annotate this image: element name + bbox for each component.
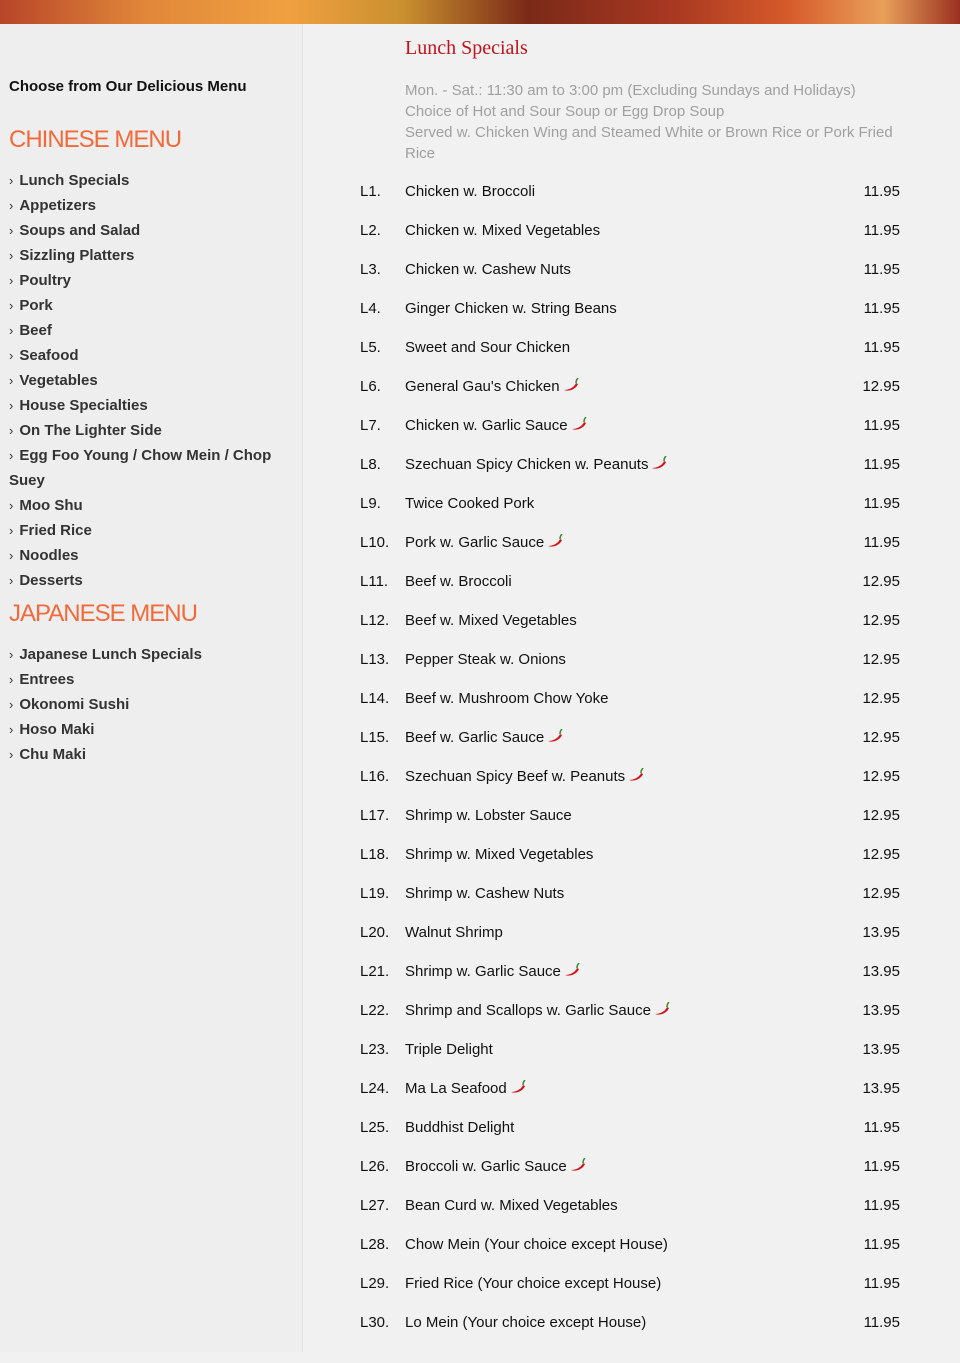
sidebar-item-label: Chu Maki [19, 746, 87, 763]
chevron-right-icon: › [9, 348, 14, 363]
item-number: L17. [360, 807, 390, 824]
japanese-menu-nav [9, 642, 294, 767]
item-number: L5. [360, 339, 381, 356]
sidebar-item-label: Vegetables [19, 372, 98, 389]
item-name-text: Twice Cooked Pork [405, 495, 535, 512]
lunch-info [405, 80, 905, 164]
item-name [405, 1314, 646, 1331]
item-price: 12.95 [862, 729, 900, 746]
chevron-right-icon: › [9, 697, 14, 712]
item-price: 11.95 [863, 1314, 900, 1331]
item-number: L26. [360, 1158, 390, 1175]
item-price: 12.95 [862, 651, 900, 668]
item-number: L22. [360, 1002, 390, 1019]
item-price: 12.95 [862, 378, 900, 395]
menu-item-row [360, 534, 900, 554]
item-price: 11.95 [863, 534, 900, 551]
item-number: L9. [360, 495, 381, 512]
item-number: L20. [360, 924, 390, 941]
sidebar-item[interactable] [9, 318, 294, 343]
item-name-text: General Gau's Chicken [405, 378, 560, 395]
item-name [405, 768, 644, 785]
item-number: L19. [360, 885, 390, 902]
item-number: L18. [360, 846, 390, 863]
item-name-text: Beef w. Mixed Vegetables [405, 612, 577, 629]
item-price: 11.95 [863, 183, 900, 200]
item-name-text: Pork w. Garlic Sauce [405, 534, 545, 551]
soup-text: Choice of Hot and Sour Soup or Egg Drop Soup [405, 103, 725, 120]
sidebar-item-label: Fried Rice [19, 522, 92, 539]
sidebar-item[interactable] [9, 293, 294, 318]
served-with-text: Served w. Chicken Wing and Steamed White or Brown Rice or Pork Fried Rice [405, 124, 893, 162]
item-name-text: Buddhist Delight [405, 1119, 515, 1136]
sidebar-item-label: Moo Shu [19, 497, 83, 514]
chevron-right-icon: › [9, 423, 14, 438]
menu-item-row [360, 612, 900, 632]
menu-item-row [360, 417, 900, 437]
item-name [405, 885, 564, 902]
chevron-right-icon: › [9, 273, 14, 288]
item-name-text: Fried Rice (Your choice except House) [405, 1275, 662, 1292]
menu-item-row [360, 1275, 900, 1295]
item-name-text: Beef w. Broccoli [405, 573, 512, 590]
japanese-menu-title: JAPANESE MENU [9, 600, 197, 627]
chevron-right-icon: › [9, 223, 14, 238]
menu-item-row [360, 378, 900, 398]
item-name [405, 612, 577, 629]
item-name-text: Shrimp w. Lobster Sauce [405, 807, 572, 824]
item-name [405, 417, 587, 434]
item-name [405, 1236, 668, 1253]
item-name [405, 1119, 514, 1136]
item-name-text: Sweet and Sour Chicken [405, 339, 571, 356]
item-name-text: Chicken w. Cashew Nuts [405, 261, 571, 278]
menu-item-row [360, 807, 900, 827]
sidebar-item-label: Soups and Salad [19, 222, 141, 239]
sidebar-item[interactable] [9, 692, 294, 717]
item-number: L6. [360, 378, 381, 395]
item-name [405, 1275, 661, 1292]
item-name [405, 807, 572, 824]
item-number: L12. [360, 612, 390, 629]
item-price: 12.95 [862, 768, 900, 785]
menu-item-row [360, 1119, 900, 1139]
item-name [405, 1158, 586, 1175]
menu-item-row [360, 768, 900, 788]
item-price: 13.95 [862, 924, 900, 941]
spicy-pepper-icon [563, 378, 579, 392]
item-name [405, 378, 579, 395]
item-name-text: Chow Mein (Your choice except House) [405, 1236, 668, 1253]
chevron-right-icon: › [9, 498, 14, 513]
item-name-text: Walnut Shrimp [405, 924, 503, 941]
item-price: 11.95 [863, 1236, 900, 1253]
sidebar-item-label: Appetizers [19, 197, 97, 214]
chevron-right-icon: › [9, 298, 14, 313]
menu-item-row [360, 1080, 900, 1100]
item-price: 11.95 [863, 495, 900, 512]
sidebar-item[interactable] [9, 268, 294, 293]
item-price: 11.95 [863, 1275, 900, 1292]
chevron-right-icon: › [9, 523, 14, 538]
item-name-text: Shrimp and Scallops w. Garlic Sauce [405, 1002, 651, 1019]
item-name [405, 1080, 526, 1097]
chevron-right-icon: › [9, 548, 14, 563]
sidebar-item[interactable] [9, 543, 294, 568]
menu-item-row [360, 963, 900, 983]
item-number: L11. [360, 573, 389, 590]
item-name-text: Szechuan Spicy Chicken w. Peanuts [405, 456, 649, 473]
menu-item-row [360, 573, 900, 593]
spicy-pepper-icon [571, 417, 587, 431]
sidebar-item[interactable] [9, 568, 294, 593]
menu-item-row [360, 1314, 900, 1334]
item-number: L14. [360, 690, 390, 707]
item-number: L25. [360, 1119, 390, 1136]
item-price: 12.95 [862, 573, 900, 590]
sidebar-item-label: House Specialties [19, 397, 148, 414]
item-name-text: Lo Mein (Your choice except House) [405, 1314, 647, 1331]
item-price: 11.95 [863, 1197, 900, 1214]
sidebar-item-label: Egg Foo Young / Chow Mein / Chop Suey [9, 447, 272, 489]
menu-item-row [360, 846, 900, 866]
item-price: 11.95 [863, 456, 900, 473]
spicy-pepper-icon [547, 729, 563, 743]
item-number: L10. [360, 534, 390, 551]
chinese-menu-title: CHINESE MENU [9, 126, 182, 153]
item-price: 11.95 [863, 261, 900, 278]
item-name-text: Shrimp w. Mixed Vegetables [405, 846, 594, 863]
item-name-text: Chicken w. Garlic Sauce [405, 417, 568, 434]
item-number: L27. [360, 1197, 390, 1214]
item-name-text: Shrimp w. Cashew Nuts [405, 885, 565, 902]
item-name [405, 339, 570, 356]
item-number: L21. [360, 963, 390, 980]
item-price: 11.95 [863, 417, 900, 434]
chevron-right-icon: › [9, 722, 14, 737]
menu-item-row [360, 261, 900, 281]
sidebar-item-label: Desserts [19, 572, 83, 589]
item-name [405, 924, 503, 941]
item-price: 13.95 [862, 1041, 900, 1058]
item-name [405, 1041, 493, 1058]
item-number: L23. [360, 1041, 390, 1058]
chinese-menu-nav [9, 168, 294, 593]
item-price: 11.95 [863, 1119, 900, 1136]
item-name [405, 651, 566, 668]
sidebar-item[interactable] [9, 717, 294, 742]
menu-item-row [360, 924, 900, 944]
menu-item-row [360, 651, 900, 671]
item-number: L24. [360, 1080, 390, 1097]
chevron-right-icon: › [9, 672, 14, 687]
sidebar-item[interactable] [9, 418, 294, 443]
menu-item-row [360, 1158, 900, 1178]
item-name [405, 963, 580, 980]
item-name [405, 1002, 670, 1019]
item-number: L29. [360, 1275, 390, 1292]
item-name-text: Beef w. Mushroom Chow Yoke [405, 690, 609, 707]
item-name-text: Pepper Steak w. Onions [405, 651, 566, 668]
sidebar-item-label: On The Lighter Side [19, 422, 162, 439]
item-number: L16. [360, 768, 390, 785]
sidebar-item-label: Pork [19, 297, 53, 314]
sidebar-item-label: Sizzling Platters [19, 247, 135, 264]
chevron-right-icon: › [9, 647, 14, 662]
item-name-text: Triple Delight [405, 1041, 493, 1058]
item-name-text: Beef w. Garlic Sauce [405, 729, 545, 746]
item-price: 11.95 [863, 339, 900, 356]
item-price: 12.95 [862, 885, 900, 902]
item-price: 11.95 [863, 300, 900, 317]
menu-item-row [360, 729, 900, 749]
chevron-right-icon: › [9, 248, 14, 263]
item-number: L1. [360, 183, 381, 200]
item-name [405, 495, 534, 512]
item-name-text: Szechuan Spicy Beef w. Peanuts [405, 768, 626, 785]
menu-item-row [360, 1041, 900, 1061]
sidebar-item[interactable] [9, 243, 294, 268]
item-number: L28. [360, 1236, 390, 1253]
item-name-text: Broccoli w. Garlic Sauce [405, 1158, 567, 1175]
chevron-right-icon: › [9, 398, 14, 413]
item-number: L8. [360, 456, 381, 473]
sidebar-item[interactable] [9, 742, 294, 767]
sidebar-item-label: Noodles [19, 547, 79, 564]
item-name [405, 729, 563, 746]
sidebar-item-label: Poultry [19, 272, 72, 289]
sidebar-item[interactable] [9, 642, 294, 667]
item-name-text: Chicken w. Broccoli [405, 183, 536, 200]
item-number: L2. [360, 222, 381, 239]
spicy-pepper-icon [628, 768, 644, 782]
sidebar-item[interactable] [9, 667, 294, 692]
menu-item-row [360, 1197, 900, 1217]
spicy-pepper-icon [547, 534, 563, 548]
menu-item-row [360, 495, 900, 515]
sidebar-item[interactable] [9, 518, 294, 543]
item-price: 13.95 [862, 963, 900, 980]
item-name [405, 261, 571, 278]
item-number: L30. [360, 1314, 390, 1331]
sidebar-item[interactable] [9, 193, 294, 218]
item-name [405, 573, 512, 590]
spicy-pepper-icon [654, 1002, 670, 1016]
item-name [405, 222, 600, 239]
sidebar-item[interactable] [9, 443, 294, 493]
chevron-right-icon: › [9, 173, 14, 188]
item-name-text: Shrimp w. Garlic Sauce [405, 963, 561, 980]
sidebar-item[interactable] [9, 493, 294, 518]
item-number: L4. [360, 300, 381, 317]
item-name [405, 300, 617, 317]
page-title: Lunch Specials [405, 37, 528, 59]
sidebar-item-label: Entrees [19, 671, 75, 688]
item-name [405, 456, 667, 473]
item-name-text: Ginger Chicken w. String Beans [405, 300, 617, 317]
spicy-pepper-icon [564, 963, 580, 977]
menu-item-row [360, 690, 900, 710]
item-name [405, 534, 563, 551]
sidebar-item[interactable] [9, 343, 294, 368]
item-price: 12.95 [862, 807, 900, 824]
item-price: 11.95 [863, 1158, 900, 1175]
sidebar-item-label: Seafood [19, 347, 79, 364]
item-price: 12.95 [862, 612, 900, 629]
menu-item-row [360, 300, 900, 320]
item-number: L3. [360, 261, 381, 278]
item-price: 13.95 [862, 1080, 900, 1097]
item-name [405, 690, 608, 707]
chevron-right-icon: › [9, 198, 14, 213]
sidebar-item-label: Beef [19, 322, 52, 339]
chevron-right-icon: › [9, 747, 14, 762]
header-banner-image [0, 0, 960, 24]
sidebar-item[interactable] [9, 168, 294, 193]
sidebar-item-label: Hoso Maki [19, 721, 95, 738]
item-name [405, 183, 535, 200]
menu-item-row [360, 456, 900, 476]
menu-item-row [360, 1002, 900, 1022]
item-number: L13. [360, 651, 390, 668]
sidebar-item[interactable] [9, 218, 294, 243]
hours-text: Mon. - Sat.: 11:30 am to 3:00 pm (Excluding Sundays and Holidays) [405, 82, 856, 99]
spicy-pepper-icon [510, 1080, 526, 1094]
item-price: 12.95 [862, 846, 900, 863]
sidebar-item-label: Okonomi Sushi [19, 696, 130, 713]
item-price: 11.95 [863, 222, 900, 239]
sidebar [0, 24, 303, 1352]
menu-item-row [360, 1236, 900, 1256]
item-number: L7. [360, 417, 381, 434]
menu-item-row [360, 222, 900, 242]
item-name [405, 1197, 618, 1214]
spicy-pepper-icon [651, 456, 667, 470]
chevron-right-icon: › [9, 573, 14, 588]
menu-item-row [360, 339, 900, 359]
item-price: 13.95 [862, 1002, 900, 1019]
chevron-right-icon: › [9, 373, 14, 388]
menu-item-row [360, 885, 900, 905]
item-name [405, 846, 593, 863]
item-name-text: Ma La Seafood [405, 1080, 507, 1097]
item-price: 12.95 [862, 690, 900, 707]
menu-item-row [360, 183, 900, 203]
sidebar-heading: Choose from Our Delicious Menu [9, 78, 247, 95]
sidebar-item-label: Japanese Lunch Specials [19, 646, 202, 663]
sidebar-item-label: Lunch Specials [19, 172, 130, 189]
sidebar-item[interactable] [9, 368, 294, 393]
spicy-pepper-icon [570, 1158, 586, 1172]
item-name-text: Chicken w. Mixed Vegetables [405, 222, 601, 239]
chevron-right-icon: › [9, 323, 14, 338]
item-number: L15. [360, 729, 390, 746]
item-name-text: Bean Curd w. Mixed Vegetables [405, 1197, 618, 1214]
chevron-right-icon: › [9, 448, 14, 463]
sidebar-item[interactable] [9, 393, 294, 418]
